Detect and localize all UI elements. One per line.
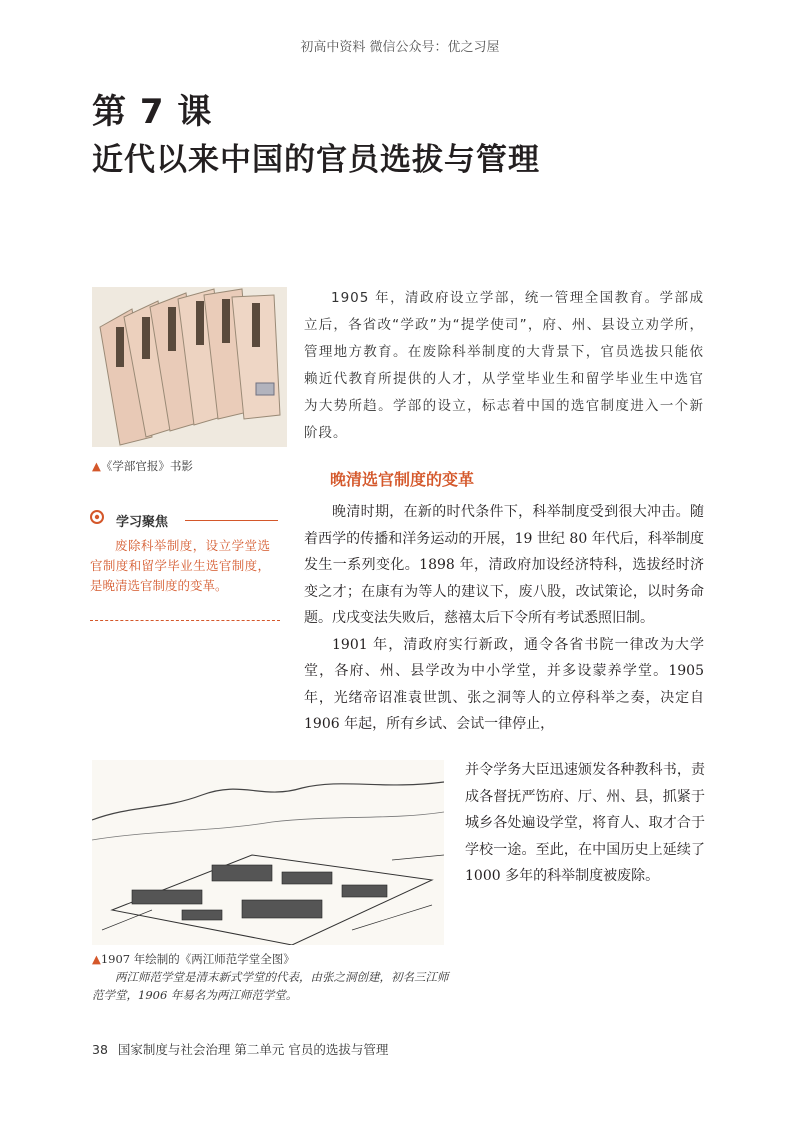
page-number: 38 (92, 1042, 108, 1057)
school-caption-description: 两江师范学堂是清末新式学堂的代表，由张之洞创建，初名三江师范学堂，1906 年易名为两江师范学堂。 (92, 970, 449, 1002)
lesson-title: 近代以来中国的官员选拔与管理 (92, 142, 540, 178)
intro-paragraph: 1905 年，清政府设立学部，统一管理全国教育。学部成立后，各省改“学政”为“提学使司”，府、州、县设立劝学所，管理地方教育。在废除科举制度的大背景下，官员选拔只能依赖近代教育所提供的人才，从学堂毕业生和留学毕业生中选官为大势所趋。学部的设立，标志着中国的选官制度进入一个新阶段。 (304, 290, 704, 441)
school-illustration (92, 760, 444, 945)
paragraph-new-policy: 1901 年，清政府实行新政，通令各省书院一律改为大学堂，各府、州、县学改为中小学堂，并多设蒙养学堂。1905 年，光绪帝诏准袁世凯、张之洞等人的立停科举之奏，决定自 1906 年起，所有乡试、会试一律停止， (304, 636, 704, 732)
footer-text: 国家制度与社会治理 第二单元 官员的选拔与管理 (117, 1042, 389, 1057)
book-illustration (92, 287, 287, 447)
paragraph-late-qing: 晚清时期，在新的时代条件下，科举制度受到很大冲击。随着西学的传播和洋务运动的开展，19 世纪 80 年代后，科举制度发生一系列变化。1898 年，清政府加设经济特科，选拔经时济变之才；在康有为等人的建议下，废八股，改试策论，以时务命题。戊戌变法失败后，慈禧太后下令所有考试悉照旧制。 (304, 504, 704, 626)
focus-target-icon (90, 510, 104, 524)
school-drawing (92, 760, 444, 945)
lesson-number: 第 7 课 (92, 92, 213, 132)
study-focus-divider (185, 520, 278, 521)
book-caption (92, 458, 193, 474)
page-footer (92, 1040, 388, 1058)
study-focus-title: 学习聚焦 (116, 515, 169, 530)
paragraph-abolition: 并令学务大臣迅速颁发各种教科书，责成各督抚严饬府、厅、州、县，抓紧于城乡各处遍设学堂，将育人、取才合于学校一途。至此，在中国历史上延续了 1000 多年的科举制度被废除。 (465, 762, 705, 884)
book-caption-text: 《学部官报》书影 (100, 459, 193, 473)
study-focus-box (90, 508, 280, 621)
school-caption (92, 950, 452, 1004)
body-column (304, 499, 704, 738)
triangle-marker-icon: ▲ (92, 952, 101, 966)
section-heading: 晚清选官制度的变革 (330, 470, 475, 489)
header-note: 初高中资料 微信公众号：优之习屋 (300, 40, 500, 55)
book-photo (92, 287, 287, 447)
triangle-marker-icon: ▲ (92, 459, 101, 473)
study-focus-text: 废除科举制度，设立学堂选官制度和留学毕业生选官制度，是晚清选官制度的变革。 (90, 538, 270, 593)
school-caption-title: 1907 年绘制的《两江师范学堂全图》 (100, 952, 295, 966)
